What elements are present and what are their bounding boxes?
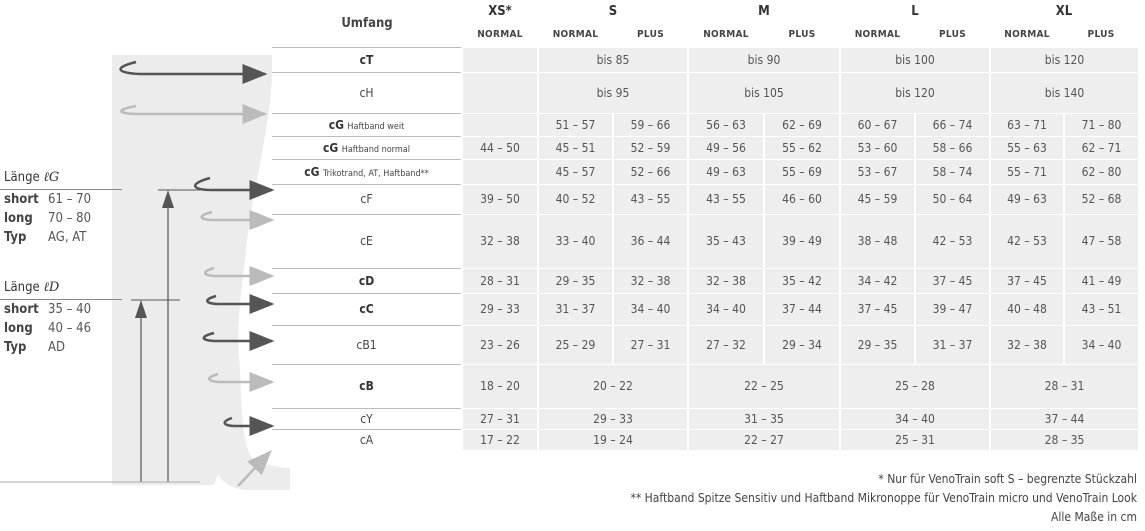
table-cell: 35 – 42 — [764, 268, 840, 293]
table-cell: bis 120 — [990, 47, 1138, 72]
table-cell: 27 – 32 — [688, 325, 764, 364]
table-cell: 53 – 67 — [840, 159, 915, 184]
table-cell: bis 100 — [840, 47, 990, 72]
table-cell: 55 – 69 — [764, 159, 840, 184]
table-cell: bis 85 — [538, 47, 688, 72]
subcolumn-header: NORMAL — [552, 28, 599, 40]
table-row — [272, 429, 1138, 450]
table-cell: 50 – 64 — [915, 184, 990, 214]
table-cell: 31 – 35 — [688, 408, 840, 429]
table-cell: 45 – 59 — [840, 184, 915, 214]
table-cell: 28 – 31 — [462, 268, 538, 293]
table-row — [272, 159, 1138, 184]
row-label: cG Haftband weit — [272, 113, 462, 136]
table-cell: 71 – 80 — [1064, 113, 1138, 136]
subcolumn-header: NORMAL — [854, 28, 901, 40]
length-g-row: long 70 – 80 — [4, 211, 92, 226]
table-cell: 55 – 62 — [764, 136, 840, 159]
table-cell: 43 – 55 — [688, 184, 764, 214]
table-cell: 27 – 31 — [462, 408, 538, 429]
table-cell: 25 – 28 — [840, 364, 990, 408]
subcolumn-header: NORMAL — [477, 28, 523, 40]
table-cell: 37 – 45 — [990, 268, 1064, 293]
table-cell: bis 140 — [990, 72, 1138, 113]
table-cell: 29 – 33 — [538, 408, 688, 429]
table-cell: 37 – 44 — [990, 408, 1138, 429]
table-cell — [462, 159, 538, 184]
table-cell: bis 120 — [840, 72, 990, 113]
size-header-row — [272, 0, 1138, 22]
length-g-title: Länge ℓG — [4, 170, 60, 185]
table-cell: 63 – 71 — [990, 113, 1064, 136]
table-cell: 17 – 22 — [462, 429, 538, 450]
table-cell: 43 – 55 — [613, 184, 688, 214]
table-cell: 58 – 74 — [915, 159, 990, 184]
table-row — [272, 47, 1138, 72]
table-cell: 22 – 27 — [688, 429, 840, 450]
table-cell: 37 – 45 — [840, 293, 915, 325]
table-cell: 53 – 60 — [840, 136, 915, 159]
table-row — [272, 184, 1138, 214]
table-cell: 38 – 48 — [840, 214, 915, 268]
length-d-row: Typ AD — [4, 340, 66, 355]
table-cell: 45 – 51 — [538, 136, 613, 159]
subcolumn-header: PLUS — [939, 28, 966, 40]
table-cell: 37 – 44 — [764, 293, 840, 325]
table-row — [272, 113, 1138, 136]
table-cell: 29 – 35 — [538, 268, 613, 293]
table-cell: 34 – 42 — [840, 268, 915, 293]
table-cell: 60 – 67 — [840, 113, 915, 136]
table-cell: 52 – 68 — [1064, 184, 1138, 214]
table-cell: 32 – 38 — [613, 268, 688, 293]
size-header-s: S — [608, 3, 618, 19]
table-cell: 40 – 48 — [990, 293, 1064, 325]
table-row — [272, 364, 1138, 408]
table-cell: 18 – 20 — [462, 364, 538, 408]
table-cell: 22 – 25 — [688, 364, 840, 408]
table-row — [272, 268, 1138, 293]
table-cell: 52 – 59 — [613, 136, 688, 159]
table-cell: 42 – 53 — [915, 214, 990, 268]
table-cell: 45 – 57 — [538, 159, 613, 184]
table-cell: bis 90 — [688, 47, 840, 72]
size-header-l: L — [911, 3, 919, 19]
table-cell — [462, 72, 538, 113]
table-cell: 58 – 66 — [915, 136, 990, 159]
row-label: cH — [272, 72, 462, 113]
table-cell: 52 – 66 — [613, 159, 688, 184]
table-cell: 31 – 37 — [915, 325, 990, 364]
table-cell: 41 – 49 — [1064, 268, 1138, 293]
table-cell: 36 – 44 — [613, 214, 688, 268]
table-cell: 49 – 56 — [688, 136, 764, 159]
table-cell: 62 – 69 — [764, 113, 840, 136]
table-cell: 32 – 38 — [990, 325, 1064, 364]
subcolumn-header: NORMAL — [1004, 28, 1050, 40]
table-cell: 42 – 53 — [990, 214, 1064, 268]
row-label: cF — [272, 184, 462, 214]
table-row — [272, 325, 1138, 364]
table-cell: 37 – 45 — [915, 268, 990, 293]
table-cell: 62 – 71 — [1064, 136, 1138, 159]
table-cell: 39 – 50 — [462, 184, 538, 214]
table-cell: 47 – 58 — [1064, 214, 1138, 268]
table-cell: 51 – 57 — [538, 113, 613, 136]
row-label: cG Haftband normal — [272, 136, 462, 159]
table-cell: 34 – 40 — [1064, 325, 1138, 364]
table-cell — [462, 47, 538, 72]
table-cell: 28 – 35 — [990, 429, 1138, 450]
table-cell: 43 – 51 — [1064, 293, 1138, 325]
footnote-haftband: ** Haftband Spitze Sensitiv und Haftband Mikronoppe für VenoTrain micro und VenoTrain Look — [630, 491, 1137, 505]
table-row — [272, 72, 1138, 113]
table-cell: 59 – 66 — [613, 113, 688, 136]
row-label: cC — [272, 293, 462, 325]
footnote-xs: * Nur für VenoTrain soft S – begrenzte Stückzahl — [878, 472, 1137, 486]
size-table — [272, 0, 1138, 450]
length-d-panel — [0, 279, 120, 357]
size-header-xl: XL — [1055, 3, 1073, 19]
table-row — [272, 293, 1138, 325]
footnote-units: Alle Maße in cm — [1051, 510, 1137, 524]
leg-illustration — [0, 0, 290, 531]
row-label: cB1 — [272, 325, 462, 364]
umfang-header: Umfang — [341, 15, 393, 31]
subcolumn-header: PLUS — [637, 28, 664, 40]
table-cell: 33 – 40 — [538, 214, 613, 268]
table-cell: 40 – 52 — [538, 184, 613, 214]
table-cell: 25 – 29 — [538, 325, 613, 364]
size-header-xs: XS* — [488, 3, 512, 19]
subcolumn-header: PLUS — [788, 28, 816, 40]
table-row — [272, 136, 1138, 159]
row-label: cY — [272, 408, 462, 429]
table-row — [272, 408, 1138, 429]
table-cell: 39 – 47 — [915, 293, 990, 325]
table-cell: 56 – 63 — [688, 113, 764, 136]
size-header-m: M — [758, 3, 770, 19]
table-cell: 19 – 24 — [538, 429, 688, 450]
table-cell: 27 – 31 — [613, 325, 688, 364]
table-cell: 55 – 71 — [990, 159, 1064, 184]
table-cell: 20 – 22 — [538, 364, 688, 408]
row-label: cA — [272, 429, 462, 450]
table-cell: bis 95 — [538, 72, 688, 113]
row-label: cB — [272, 364, 462, 408]
subcolumn-header: PLUS — [1087, 28, 1115, 40]
table-cell: 29 – 34 — [764, 325, 840, 364]
table-cell: 29 – 35 — [840, 325, 915, 364]
table-cell: 31 – 37 — [538, 293, 613, 325]
table-cell: 49 – 63 — [990, 184, 1064, 214]
length-g-panel — [0, 169, 120, 247]
row-label: cD — [272, 268, 462, 293]
table-cell: 34 – 40 — [613, 293, 688, 325]
row-label: cE — [272, 214, 462, 268]
table-cell: 28 – 31 — [990, 364, 1138, 408]
length-g-row: short 61 – 70 — [4, 192, 92, 207]
table-cell: 55 – 63 — [990, 136, 1064, 159]
table-cell: 39 – 49 — [764, 214, 840, 268]
row-label: cG Trikotrand, AT, Haftband** — [272, 159, 462, 184]
table-cell: 25 – 31 — [840, 429, 990, 450]
table-cell: 62 – 80 — [1064, 159, 1138, 184]
table-cell: bis 105 — [688, 72, 840, 113]
table-cell: 32 – 38 — [688, 268, 764, 293]
table-cell: 29 – 33 — [462, 293, 538, 325]
table-cell: 46 – 60 — [764, 184, 840, 214]
subcolumn-header: NORMAL — [703, 28, 749, 40]
table-row — [272, 214, 1138, 268]
table-cell: 66 – 74 — [915, 113, 990, 136]
table-cell — [462, 113, 538, 136]
length-d-row: short 35 – 40 — [4, 302, 92, 317]
table-cell: 34 – 40 — [840, 408, 990, 429]
table-cell: 44 – 50 — [462, 136, 538, 159]
table-cell: 32 – 38 — [462, 214, 538, 268]
table-cell: 34 – 40 — [688, 293, 764, 325]
length-d-row: long 40 – 46 — [4, 321, 92, 336]
length-d-title: Länge ℓD — [4, 280, 60, 295]
length-g-row: Typ AG, AT — [4, 230, 87, 245]
table-cell: 35 – 43 — [688, 214, 764, 268]
row-label: cT — [272, 47, 462, 72]
table-cell: 23 – 26 — [462, 325, 538, 364]
table-cell: 49 – 63 — [688, 159, 764, 184]
